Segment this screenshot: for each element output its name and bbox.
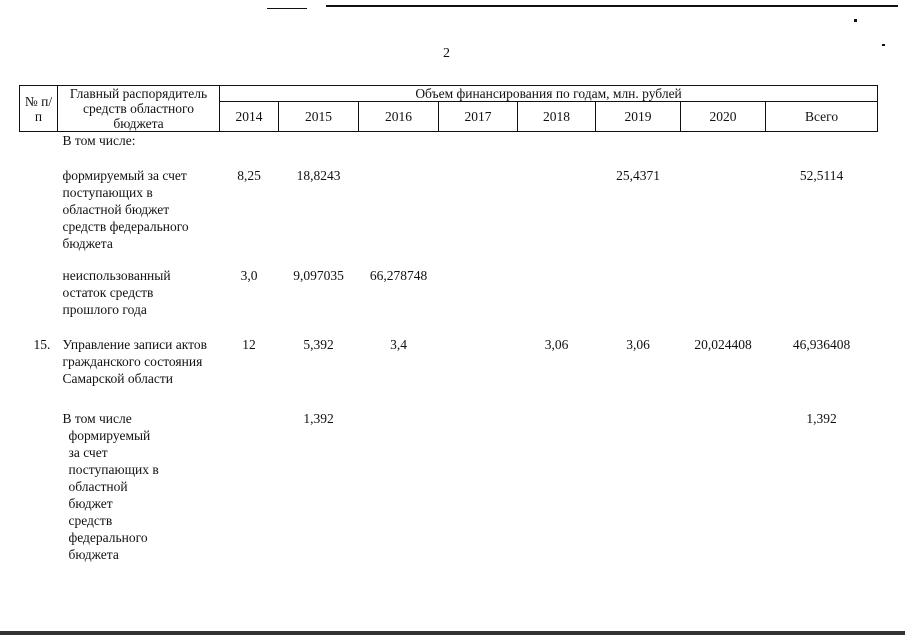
row-name: Управление записи актов гражданского состояния Самарской области — [62, 336, 207, 386]
row-name-line: формируемый — [68, 427, 151, 443]
cell-value: 12 — [242, 336, 256, 352]
row-name-line: бюджета — [68, 546, 119, 562]
row-name-line: В том числе — [62, 410, 132, 426]
cell-value — [681, 267, 766, 336]
cell-value: 25,4371 — [616, 167, 660, 183]
cell-value: 20,024408 — [694, 336, 752, 352]
cell-value: 18,8243 — [296, 167, 341, 183]
cell-value — [681, 410, 766, 563]
header-name: Главный распорядитель средств областного бюджета — [58, 86, 220, 132]
header-year: 2015 — [279, 102, 359, 132]
cell-total: 1,392 — [806, 410, 837, 426]
row-name-line: за счет — [68, 444, 108, 460]
row-name: неиспользованный остаток средств прошлого года — [62, 267, 171, 317]
cell-value: 8,25 — [237, 167, 261, 183]
header-year: 2016 — [359, 102, 439, 132]
row-num — [20, 132, 58, 167]
header-year: 2017 — [439, 102, 518, 132]
cell-value: 66,278748 — [369, 267, 428, 283]
scan-dot — [882, 44, 885, 46]
row-num — [20, 267, 58, 336]
cell-total: 46,936408 — [792, 336, 851, 352]
scan-line-bottom — [0, 631, 905, 635]
cell-value — [359, 167, 439, 267]
header-num: № п/п — [20, 86, 58, 132]
row-name: В том числе: — [62, 133, 136, 148]
cell-value: 3,06 — [544, 336, 569, 352]
row-name-line: средств — [68, 512, 113, 528]
budget-table — [19, 85, 878, 563]
cell-value: 1,392 — [303, 410, 334, 426]
cell-value — [359, 410, 439, 563]
cell-value — [681, 167, 766, 267]
cell-value — [596, 410, 681, 563]
cell-value — [518, 267, 596, 336]
scan-line-top-long — [326, 5, 898, 7]
row-name-line: поступающих в — [68, 461, 159, 477]
row-num: 15. — [33, 336, 51, 352]
cell-value: 3,06 — [626, 336, 650, 352]
header-year: 2020 — [681, 102, 766, 132]
row-name-line: федерального — [68, 529, 148, 545]
cell-value — [518, 410, 596, 563]
row-name-line: бюджет — [68, 495, 113, 511]
scan-line-top-short — [267, 8, 307, 9]
table-row — [20, 410, 878, 563]
cell-value — [596, 267, 681, 336]
table-row — [20, 267, 878, 336]
header-group: Объем финансирования по годам, млн. рублей — [220, 86, 878, 102]
cell-value: 9,097035 — [293, 267, 344, 283]
header-total: Всего — [766, 102, 878, 132]
cell-value: 3,4 — [390, 336, 407, 352]
cell-value — [518, 167, 596, 267]
row-name-line: областной — [68, 478, 128, 494]
cell-value — [439, 167, 518, 267]
page-number: 2 — [443, 46, 450, 61]
row-num — [20, 167, 58, 267]
header-year: 2018 — [518, 102, 596, 132]
cell-value — [439, 267, 518, 336]
table-row — [20, 167, 878, 267]
cell-value: 5,392 — [303, 336, 334, 352]
cell-total: 52,5114 — [799, 167, 844, 183]
table-row — [20, 132, 878, 167]
cell-value — [439, 410, 518, 563]
row-num — [20, 410, 58, 563]
cell-value: 3,0 — [240, 267, 258, 283]
row-name: формируемый за счет поступающих в областной бюджет средств федерального бюджета — [62, 167, 189, 251]
cell-value — [439, 336, 518, 410]
table-row — [20, 336, 878, 410]
cell-value — [220, 410, 279, 563]
cell-total — [766, 267, 878, 336]
row-name — [58, 410, 220, 563]
header-year: 2014 — [220, 102, 279, 132]
header-year: 2019 — [596, 102, 681, 132]
scan-dot — [854, 19, 857, 22]
